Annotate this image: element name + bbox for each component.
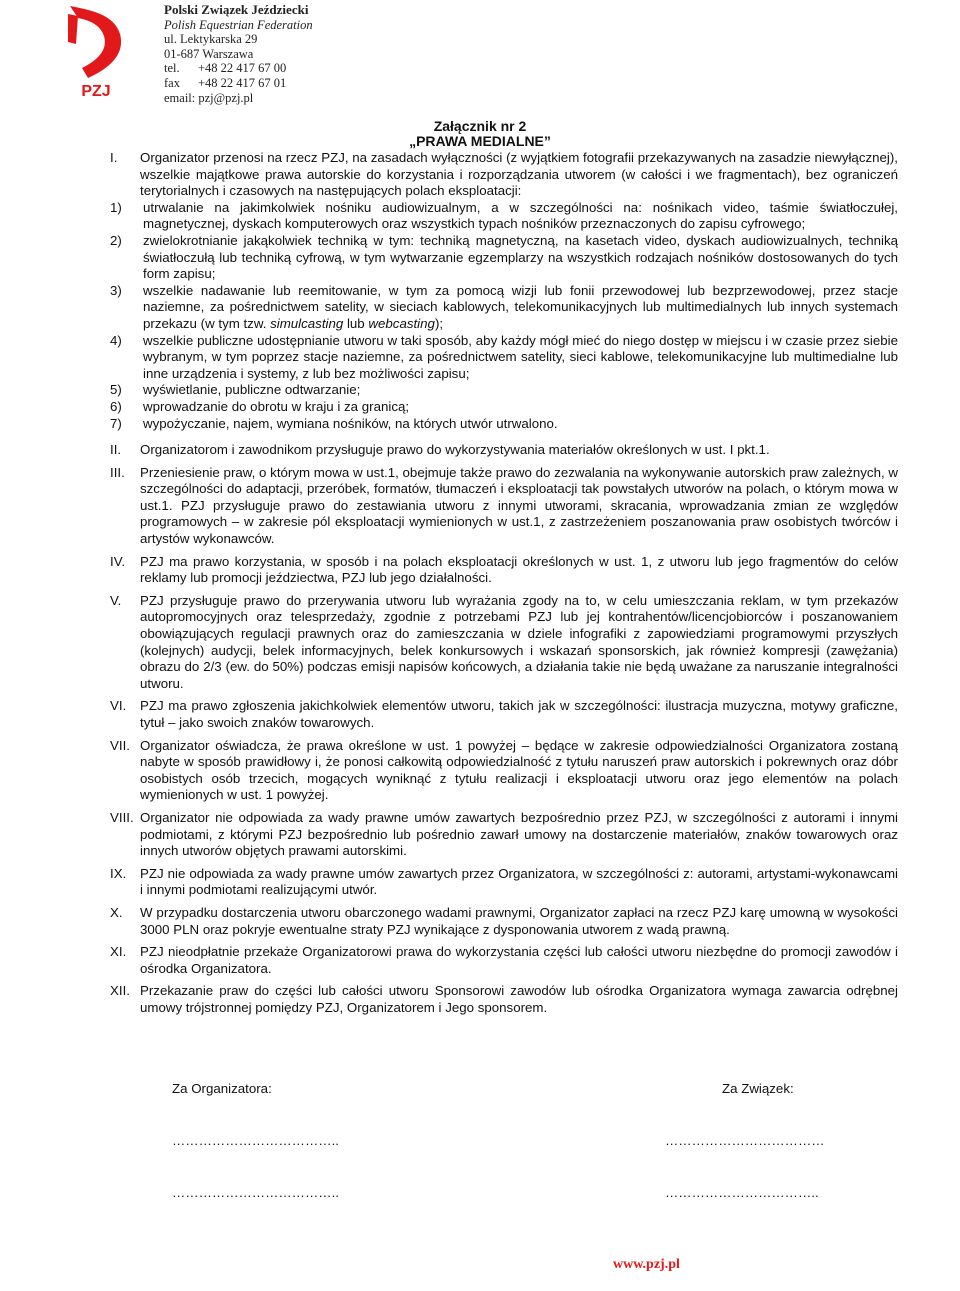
organizer-signature-line-2: ……………………………….. (172, 1185, 339, 1200)
federation-signature-line-1: ……………………………… (665, 1133, 825, 1148)
field-7: 7) wypożyczanie, najem, wymiana nośników, na których utwór utrwalono. (110, 415, 558, 431)
organizer-signature-label: Za Organizatora: (172, 1081, 272, 1096)
letterhead (164, 3, 313, 105)
section-3: III. Przeniesienie praw, o którym mowa w ust.1, obejmuje także prawo do zezwalania na wykonywanie autorskich praw zależnych, w szczególności do adaptacji, przeróbek, formatów, tłumaczeń i eksploatacji tak powstałych utworów na polach, o którym mowa w ust.1. PZJ przysługuje prawo do zestawiania utworu z innymi utworami, skracania, wprowadzania zmian ze względów programowych – w zakresie pól eksploatacji wymienionych w ust.1, z zastrzeżeniem poszanowania praw osobistych twórców i artystów wykonawców. (110, 464, 898, 547)
org-name-en: Polish Equestrian Federation (164, 17, 313, 32)
field-6: 6) wprowadzanie do obrotu w kraju i za granicą; (110, 398, 410, 414)
organizer-signature-line-1: ……………………………….. (172, 1133, 339, 1148)
federation-signature-label: Za Związek: (722, 1081, 794, 1096)
section-7: VII. Organizator oświadcza, że prawa określone w ust. 1 powyżej – będące w zakresie odpowiedzialności Organizatora zostaną nabyte w sposób prawidłowy i, że ponosi całkowitą odpowiedzialność z tytułu naruszeń praw autorskich i pokrewnych oraz dóbr osobistych osób trzecich, mogących wyniknąć z tytułu realizacji i eksploatacji utworu oraz jego elementów na polach wymienionych w ust. 1 powyżej. (110, 737, 898, 803)
exploitation-fields-list (110, 200, 898, 432)
document-title: „PRAWA MEDIALNE” (409, 133, 551, 149)
field-1: 1) utrwalanie na jakimkolwiek nośniku audiowizualnym, a w szczególności na: nośnikach video, taśmie światłoczułej, magnetycznej, dyskach komputerowych oraz wszystkich typach nośników przeznaczonych do zapisu cyfrowego; (110, 199, 898, 232)
section-5: V. PZJ przysługuje prawo do przerywania utworu lub wyrażania zgody na to, w celu umieszczania reklam, w tym przekazów autopromocyjnych oraz telesprzedaży, zgodnie z potrzebami PZJ lub jej kontrahentów/licencjobiorców i poszanowaniem obowiązujących regulacji prawnych oraz do zamieszczania w dziele infografiki z zapowiedziami programowymi przyszłych (kolejnych) audycji, belek informacyjnych, belek konkursowych i wskazań sponsorskich, jak również kompresji (zawężania) obrazu do 2/3 (ew. do 50%) podczas emisji napisów końcowych, a działania takie nie będą uważane za naruszanie integralności utworu. (110, 592, 898, 691)
section-8: VIII. Organizator nie odpowiada za wady prawne umów zawartych bezpośrednio przez PZJ, w szczególności z autorami i innymi podmiotami, z którymi PZJ bezpośrednio lub pośrednio zawarł umowy na dostarczenie materiałów, znaków towarowych oraz innych utworów objętych prawami autorskimi. (110, 809, 898, 859)
phone-line: tel. +48 22 417 67 00 (164, 61, 287, 76)
fax-line: fax +48 22 417 67 01 (164, 75, 287, 90)
logo-text: PZJ (81, 83, 111, 100)
field-5: 5) wyświetlanie, publiczne odtwarzanie; (110, 382, 361, 398)
address-street: ul. Lektykarska 29 (164, 32, 258, 47)
address-city: 01-687 Warszawa (164, 46, 254, 61)
section-11: XI. PZJ nieodpłatnie przekaże Organizatorowi prawa do wykorzystania części lub całości utworu niezbędne do promocji zawodów i ośrodka Organizatora. (110, 944, 898, 976)
document-body (110, 150, 898, 1023)
section-2: II. Organizatorom i zawodnikom przysługuje prawo do wykorzystywania materiałów określonych w ust. I pkt.1. (110, 442, 770, 458)
section-1: I. Organizator przenosi na rzecz PZJ, na zasadach wyłączności (z wyjątkiem fotografii przekazywanych na zasadzie niewyłącznej), wszelkie majątkowe prawa autorskie do korzystania i rozporządzania utworem (w całości i we fragmentach), bez ograniczeń terytorialnych i czasowych na następujących polach eksploatacji: (110, 150, 898, 199)
federation-signature-line-2: …………………………….. (665, 1185, 819, 1200)
field-2: 2) zwielokrotnianie jakąkolwiek techniką w tym: techniką magnetyczną, na kasetach video, dyskach audiowizualnych, techniką światłoczułą lub techniką cyfrową, w tym wytwarzanie egzemplarzy na wszystkich rodzajach nośników dostosowanych do tych form zapisu; (110, 232, 898, 282)
section-9: IX. PZJ nie odpowiada za wady prawne umów zawartych przez Organizatora, w szczególności z: autorami, artystami-wykonawcami i innymi podmiotami realizującymi utwór. (110, 865, 898, 898)
org-name-pl: Polski Związek Jeździecki (164, 2, 309, 17)
pzj-logo (62, 4, 132, 100)
field-3: 3) wszelkie nadawanie lub reemitowanie, w tym za pomocą wizji lub fonii przewodowej lub bezprzewodowej, przez stacje naziemne, za pośrednictwem satelity, w sieciach kablowych, telekomunikacyjnych lub multimedialnych lub innych systemach przekazu (w tym tzw. simulcasting lub webcasting); (110, 282, 898, 331)
section-4: IV. PZJ ma prawo korzystania, w sposób i na polach eksploatacji określonych w ust. 1, z utworu lub jego fragmentów do celów reklamy lub promocji jeździectwa, PZJ lub jego działalności. (110, 553, 898, 586)
attachment-number: Załącznik nr 2 (433, 118, 527, 134)
footer-url[interactable]: www.pzj.pl (613, 1257, 680, 1272)
section-10: X. W przypadku dostarczenia utworu obarczonego wadami prawnymi, Organizator zapłaci na rzecz PZJ karę umowną w wysokości 3000 PLN oraz pokryje ewentualne straty PZJ wynikające z dysponowania utworem z wadą prawną. (110, 904, 898, 937)
email-line: email: pzj@pzj.pl (164, 90, 254, 105)
section-12: XII. Przekazanie praw do części lub całości utworu Sponsorowi zawodów lub ośrodka Organizatora wymaga zawarcia odrębnej umowy trójstronnej pomiędzy PZJ, Organizatorem i Jego sponsorem. (110, 983, 898, 1015)
section-6: VI. PZJ ma prawo zgłoszenia jakichkolwiek elementów utworu, takich jak w szczególności: ilustracja muzyczna, motywy graficzne, tytuł – jako swoich znaków towarowych. (110, 698, 898, 730)
email-link[interactable]: pzj@pzj.pl (198, 90, 254, 105)
field-4: 4) wszelkie publiczne udostępnianie utworu w taki sposób, aby każdy mógł mieć do niego dostęp w miejscu i w czasie przez siebie wybranym, w tym poprzez stacje naziemne, za pośrednictwem satelity, sieci kablowe, telekomunikacyjne lub multimedialne lub inne urządzenia i systemy, z lub bez możliwości zapisu; (110, 332, 898, 381)
